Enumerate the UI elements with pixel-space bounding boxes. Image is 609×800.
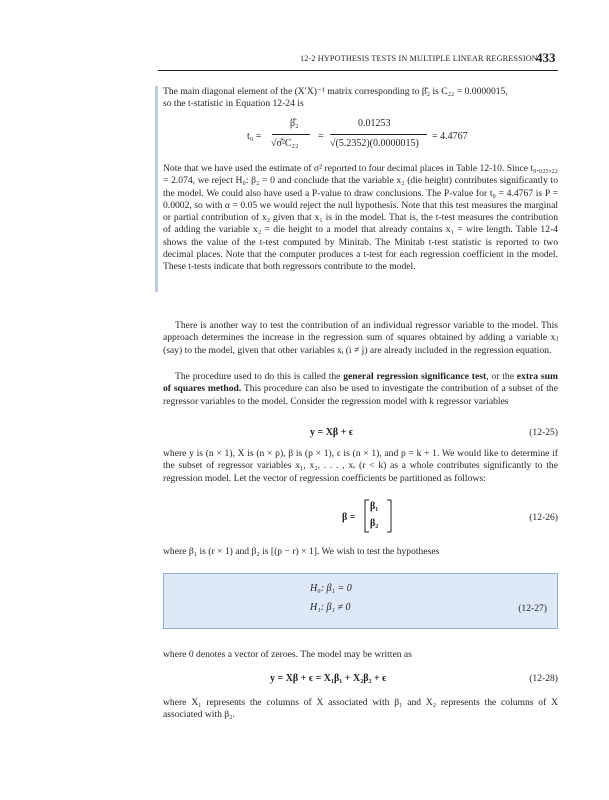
model-dims-text: where y is (n × 1), X is (n × p), β is (p × 1), ϵ is (n × 1), and p = k + 1. We would like to determine if the subset of regressor variables x₁, x₂, . . . , xᵣ (r < k) as a whole contributes significantly to the regression model. Let the vector of regression coefficients be partitioned as follows: bbox=[163, 448, 558, 484]
t0-numerator-1: β̂₂ bbox=[290, 118, 299, 129]
paragraph-columns bbox=[163, 697, 558, 722]
t0-fraction-bar-2 bbox=[330, 134, 427, 135]
procedure-text-a: The procedure used to do this is called the bbox=[175, 371, 344, 382]
alternative-hypothesis: H₁: β₁ ≠ 0 bbox=[310, 602, 351, 613]
right-bracket bbox=[387, 500, 391, 532]
zeroes-text: where 0 denotes a vector of zeroes. The model may be written as bbox=[163, 649, 412, 660]
term-general-regression-significance-test: general regression significance test bbox=[343, 371, 487, 382]
term-extra-sum-of-squares: extra sum of squares method. bbox=[163, 371, 558, 395]
paragraph-conclusion bbox=[163, 163, 558, 274]
equation-number-12-28: (12-28) bbox=[529, 673, 558, 684]
t0-equals: = bbox=[318, 131, 324, 142]
equation-number-12-25: (12-25) bbox=[529, 427, 558, 438]
intro-line-1: The main diagonal element of the (X′X)⁻¹ matrix corresponding to β̂₂ is C₂₂ = 0.0000015, bbox=[163, 86, 508, 97]
t0-denominator-1: √σ̂²C₂₂ bbox=[271, 138, 299, 149]
beta-2-entry: β₂ bbox=[370, 518, 379, 529]
paragraph-another-way bbox=[163, 320, 558, 357]
procedure-text-e: This procedure can also be used to investigate the contribution of a subset of the regressor variables to the model. Consider the regression model with k regressor variables bbox=[163, 383, 558, 407]
t0-numerator-2: 0.01253 bbox=[358, 118, 391, 129]
beta-1-entry: β₁ bbox=[370, 501, 379, 512]
another-way-text: There is another way to test the contribution of an individual regressor variable to the model. This approach determines the increase in the regression sum of squares obtained by adding a variable xⱼ (say) to the model, given that other variables xᵢ (i ≠ j) are already included in the regression equation. bbox=[163, 320, 558, 356]
hypotheses-box bbox=[163, 573, 558, 629]
page-number: 433 bbox=[536, 50, 556, 65]
example-side-bar bbox=[155, 86, 158, 292]
paragraph-hypotheses-intro bbox=[163, 546, 558, 558]
header-rule bbox=[158, 70, 558, 71]
equation-number-12-27: (12-27) bbox=[518, 603, 547, 614]
equation-12-25: y = Xβ + ϵ bbox=[310, 427, 354, 438]
intro-line-2: so the t-statistic in Equation 12-24 is bbox=[163, 98, 304, 110]
t0-result: = 4.4767 bbox=[432, 131, 468, 142]
equation-number-12-26: (12-26) bbox=[529, 512, 558, 523]
procedure-text-c: , or the bbox=[486, 371, 517, 382]
beta-lhs: β = bbox=[342, 512, 356, 523]
t0-denominator-2: √(5.2352)(0.0000015) bbox=[330, 138, 419, 149]
columns-text: where X₁ represents the columns of X associated with β₁ and X₂ represents the columns of X associated with β₂. bbox=[163, 697, 558, 721]
conclusion-text: Note that we have used the estimate of σ² reported to four decimal places in Table 12-10. Since t₀.₀₂₅,₂₂ = 2.074, we reject H₀: β₂ = 0 and conclude that the variable x₂ (die height) contributes significantly to the model. We could also have used a P-value to draw conclusions. The P-value for t₀ = 4.4767 is P = 0.0002, so with α = 0.05 we would reject the null hypothesis. Note that this test measures the marginal or partial contribution of x₂ given that x₁ is in the model. That is, the t-test measures the contribution of adding the variable x₂ = die height to a model that already contains x₁ = wire length. Table 12-4 shows the value of the t-test computed by Minitab. The Minitab t-test statistic is reported to two decimal places. Note that the computer produces a t-test for each regression coefficient in the model. These t-tests indicate that both regressors contribute to the model. bbox=[163, 163, 558, 273]
procedure-text bbox=[163, 371, 558, 408]
paragraph-model-dims bbox=[163, 448, 558, 485]
t0-fraction-bar-1 bbox=[272, 134, 310, 135]
paragraph-procedure bbox=[163, 371, 558, 408]
null-hypothesis: H₀: β₁ = 0 bbox=[310, 583, 352, 594]
hypotheses-intro-text: where β₁ is (r × 1) and β₂ is [(p − r) × 1]. We wish to test the hypotheses bbox=[163, 546, 440, 557]
running-head: 12-2 HYPOTHESIS TESTS IN MULTIPLE LINEAR REGRESSION bbox=[300, 54, 538, 63]
paragraph-intro bbox=[163, 86, 558, 111]
left-bracket bbox=[365, 500, 369, 532]
t0-lhs: t₀ = bbox=[247, 131, 262, 142]
paragraph-zeroes bbox=[163, 649, 558, 661]
equation-12-28: y = Xβ + ϵ = X₁β₁ + X₂β₂ + ϵ bbox=[270, 673, 387, 684]
